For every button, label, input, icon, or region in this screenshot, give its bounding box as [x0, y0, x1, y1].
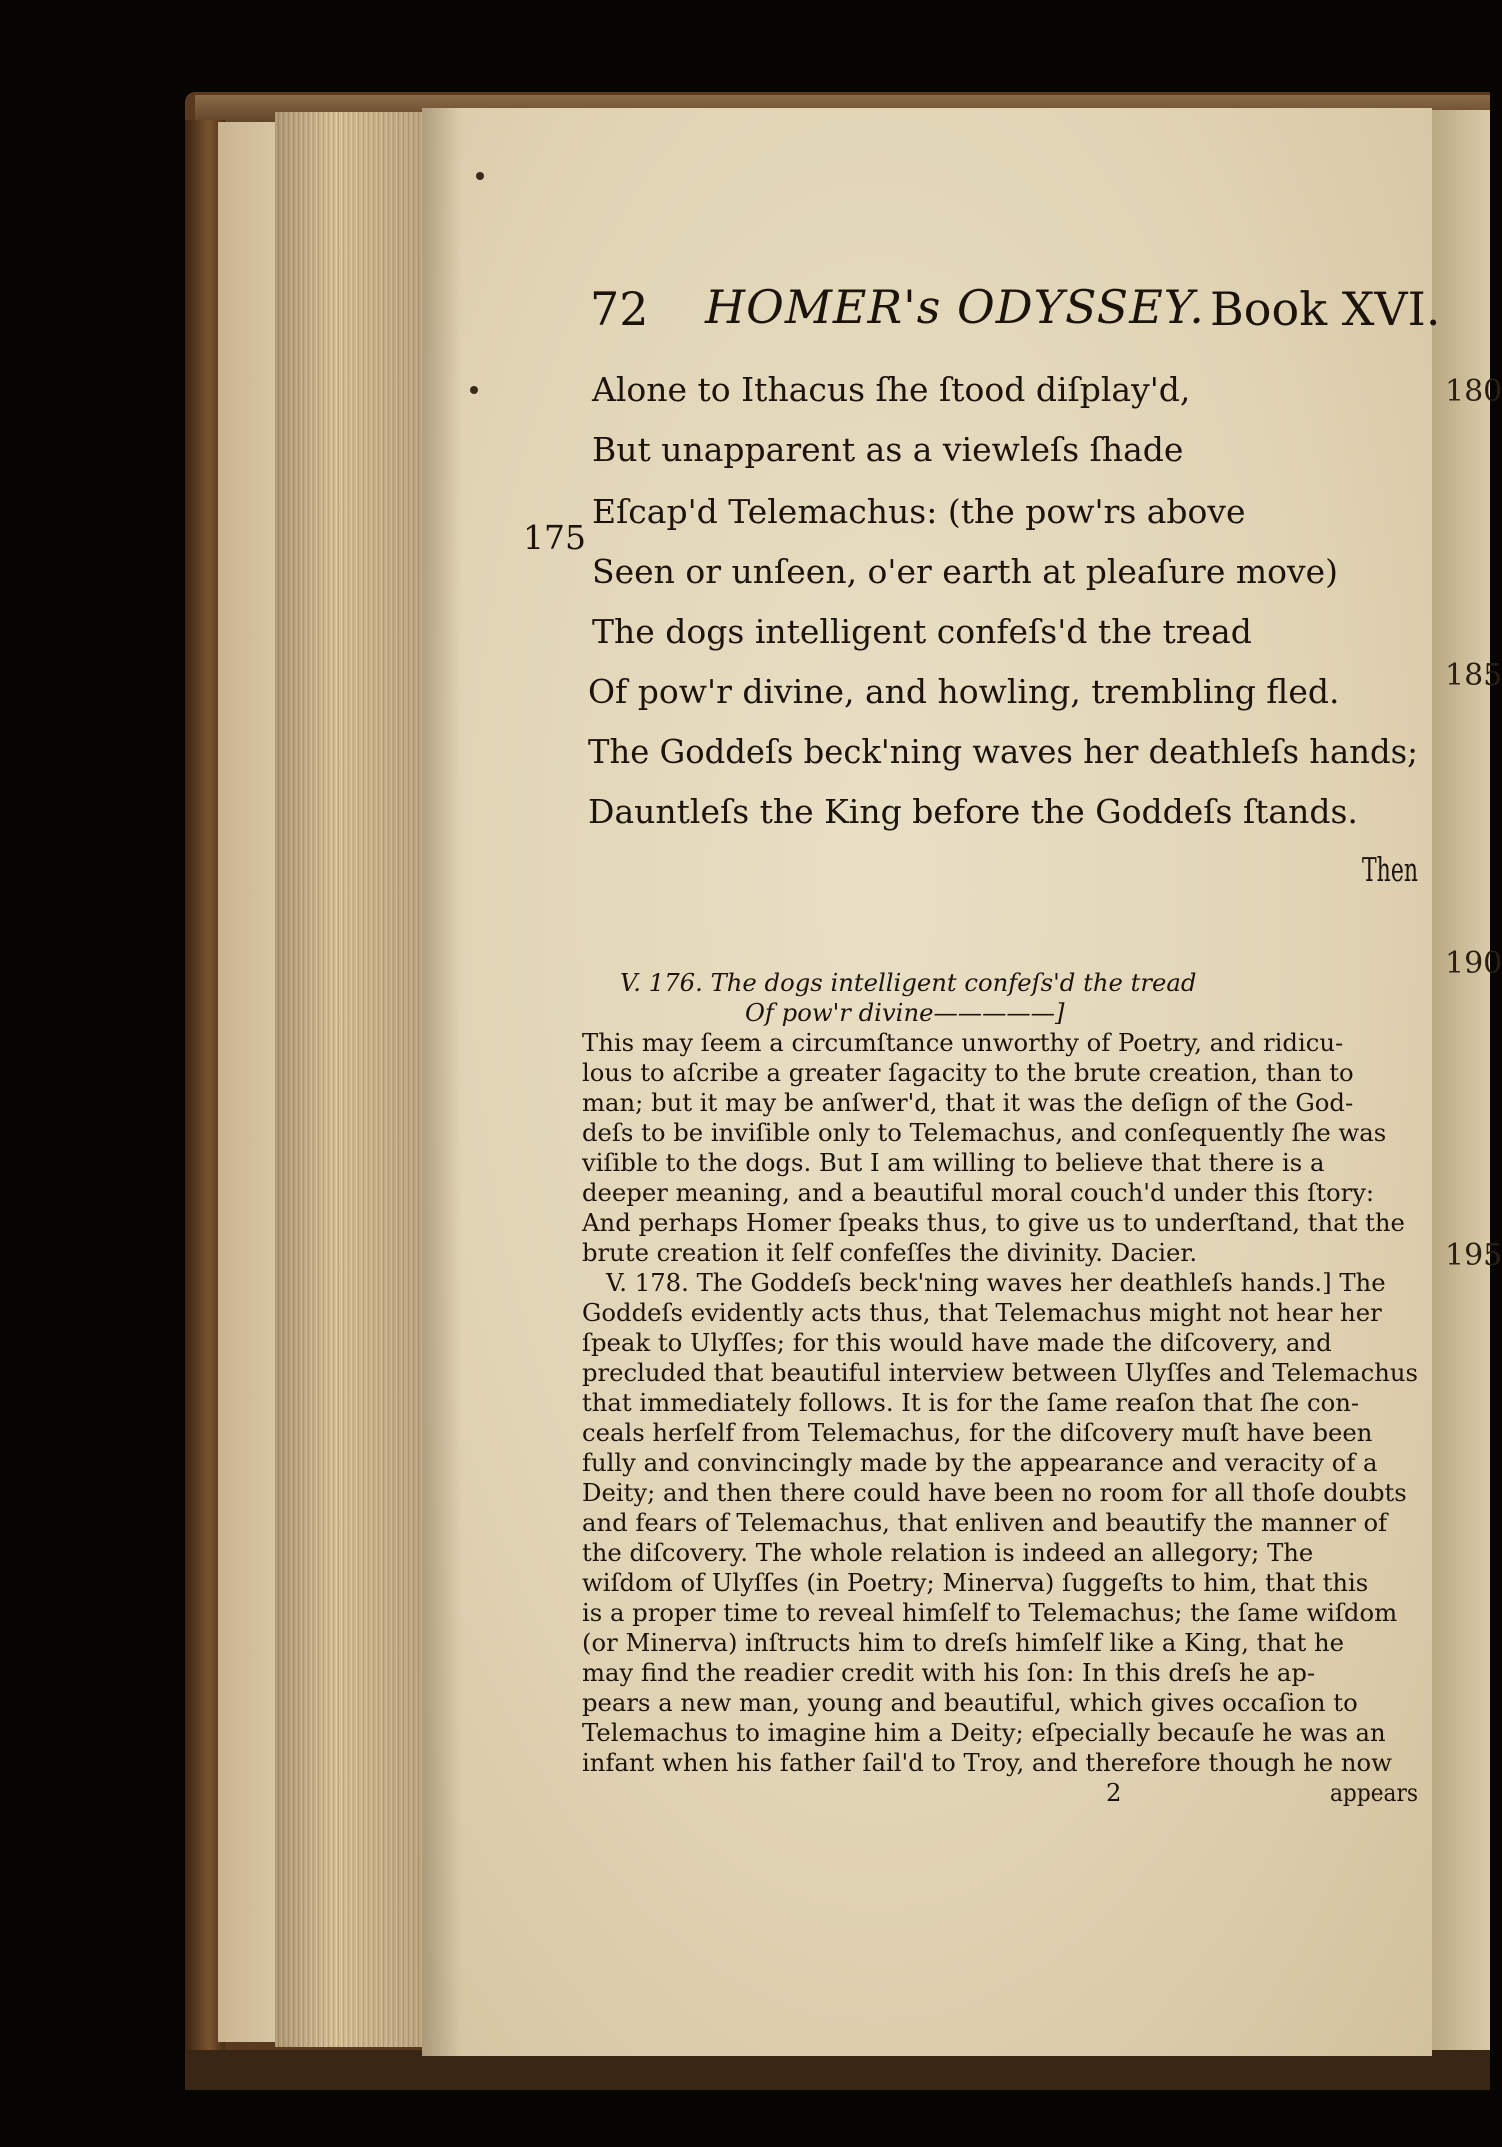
- note-line: V. 176. The dogs intelligent confeſs'd the tread: [620, 968, 1197, 997]
- running-title: HOMER's ODYSSEY.: [705, 280, 1205, 334]
- facing-line-number: 190: [1445, 946, 1502, 981]
- poem-line: The Goddeſs beck'ning waves her deathleſs hands;: [588, 732, 1418, 771]
- note-line: deſs to be inviſible only to Telemachus, and conſequently ſhe was: [582, 1118, 1387, 1147]
- note-line: fully and convincingly made by the appearance and veracity of a: [582, 1448, 1378, 1477]
- note-line: This may ſeem a circumſtance unworthy of Poetry, and ridicu-: [582, 1028, 1344, 1057]
- note-line: brute creation it ſelf confeſſes the divinity. Dacier.: [582, 1238, 1198, 1267]
- poem-line: The dogs intelligent confeſs'd the tread: [592, 612, 1252, 651]
- note-line: that immediately follows. It is for the ſame reaſon that ſhe con-: [582, 1388, 1360, 1417]
- note-line: precluded that beautiful interview between Ulyſſes and Telemachus: [582, 1358, 1418, 1387]
- poem-line: Dauntleſs the King before the Goddeſs ſtands.: [588, 792, 1358, 831]
- signature-mark: 2: [1106, 1778, 1122, 1807]
- page-number: 72: [590, 282, 649, 336]
- poem-line-number: 175: [523, 518, 586, 557]
- note-line: ceals herſelf from Telemachus, for the diſcovery muſt have been: [582, 1418, 1373, 1447]
- poem-line: Seen or unſeen, o'er earth at pleaſure move): [592, 552, 1339, 591]
- note-line: Goddeſs evidently acts thus, that Telemachus might not hear her: [582, 1298, 1382, 1327]
- poem-line: Eſcap'd Telemachus: (the pow'rs above: [592, 492, 1246, 531]
- note-line: is a proper time to reveal himſelf to Telemachus; the ſame wiſdom: [582, 1598, 1398, 1627]
- note-line: Deity; and then there could have been no room for all thoſe doubts: [582, 1478, 1407, 1507]
- note-line: deeper meaning, and a beautiful moral couch'd under this ſtory:: [582, 1178, 1375, 1207]
- book-label: Book XVI.: [1210, 282, 1441, 336]
- flyleaf: [218, 122, 278, 2042]
- page-gutter-shadow: [422, 108, 462, 2056]
- facing-line-number: 185: [1445, 658, 1502, 693]
- facing-line-number: 180: [1445, 374, 1502, 409]
- note-line: man; but it may be anſwer'd, that it was the deſign of the God-: [582, 1088, 1354, 1117]
- paper-speck: [476, 172, 484, 180]
- note-line: and fears of Telemachus, that enliven and beautify the manner of: [582, 1508, 1388, 1537]
- facing-line-number: 195: [1445, 1238, 1502, 1273]
- note-line: viſible to the dogs. But I am willing to believe that there is a: [582, 1148, 1325, 1177]
- note-line: Of pow'r divine—————]: [745, 998, 1065, 1027]
- note-catchword: appears: [1330, 1778, 1419, 1807]
- paper-speck: [470, 386, 478, 394]
- poem-line: Of pow'r divine, and howling, trembling fled.: [588, 672, 1340, 711]
- poem-catchword: Then: [1362, 850, 1419, 889]
- note-line: the diſcovery. The whole relation is indeed an allegory; The: [582, 1538, 1314, 1567]
- note-line: And perhaps Homer ſpeaks thus, to give us to underſtand, that the: [582, 1208, 1405, 1237]
- book-bottom-edge: [185, 2050, 1490, 2090]
- note-line: may find the readier credit with his ſon: In this dreſs he ap-: [582, 1658, 1316, 1687]
- note-line: lous to aſcribe a greater ſagacity to the brute creation, than to: [582, 1058, 1354, 1087]
- note-line: wiſdom of Ulyſſes (in Poetry; Minerva) ſuggeſts to him, that this: [582, 1568, 1369, 1597]
- note-line: (or Minerva) inſtructs him to dreſs himſelf like a King, that he: [582, 1628, 1345, 1657]
- poem-line: Alone to Ithacus ſhe ſtood diſplay'd,: [592, 370, 1191, 409]
- note-line: pears a new man, young and beautiful, which gives occaſion to: [582, 1688, 1358, 1717]
- note-line: ſpeak to Ulyſſes; for this would have made the diſcovery, and: [582, 1328, 1332, 1357]
- poem-line: But unapparent as a viewleſs ſhade: [592, 430, 1184, 469]
- note-line: infant when his father ſail'd to Troy, and therefore though he now: [582, 1748, 1392, 1777]
- note-line: V. 178. The Goddeſs beck'ning waves her deathleſs hands.] The: [606, 1268, 1386, 1297]
- note-line: Telemachus to imagine him a Deity; eſpecially becauſe he was an: [582, 1718, 1386, 1747]
